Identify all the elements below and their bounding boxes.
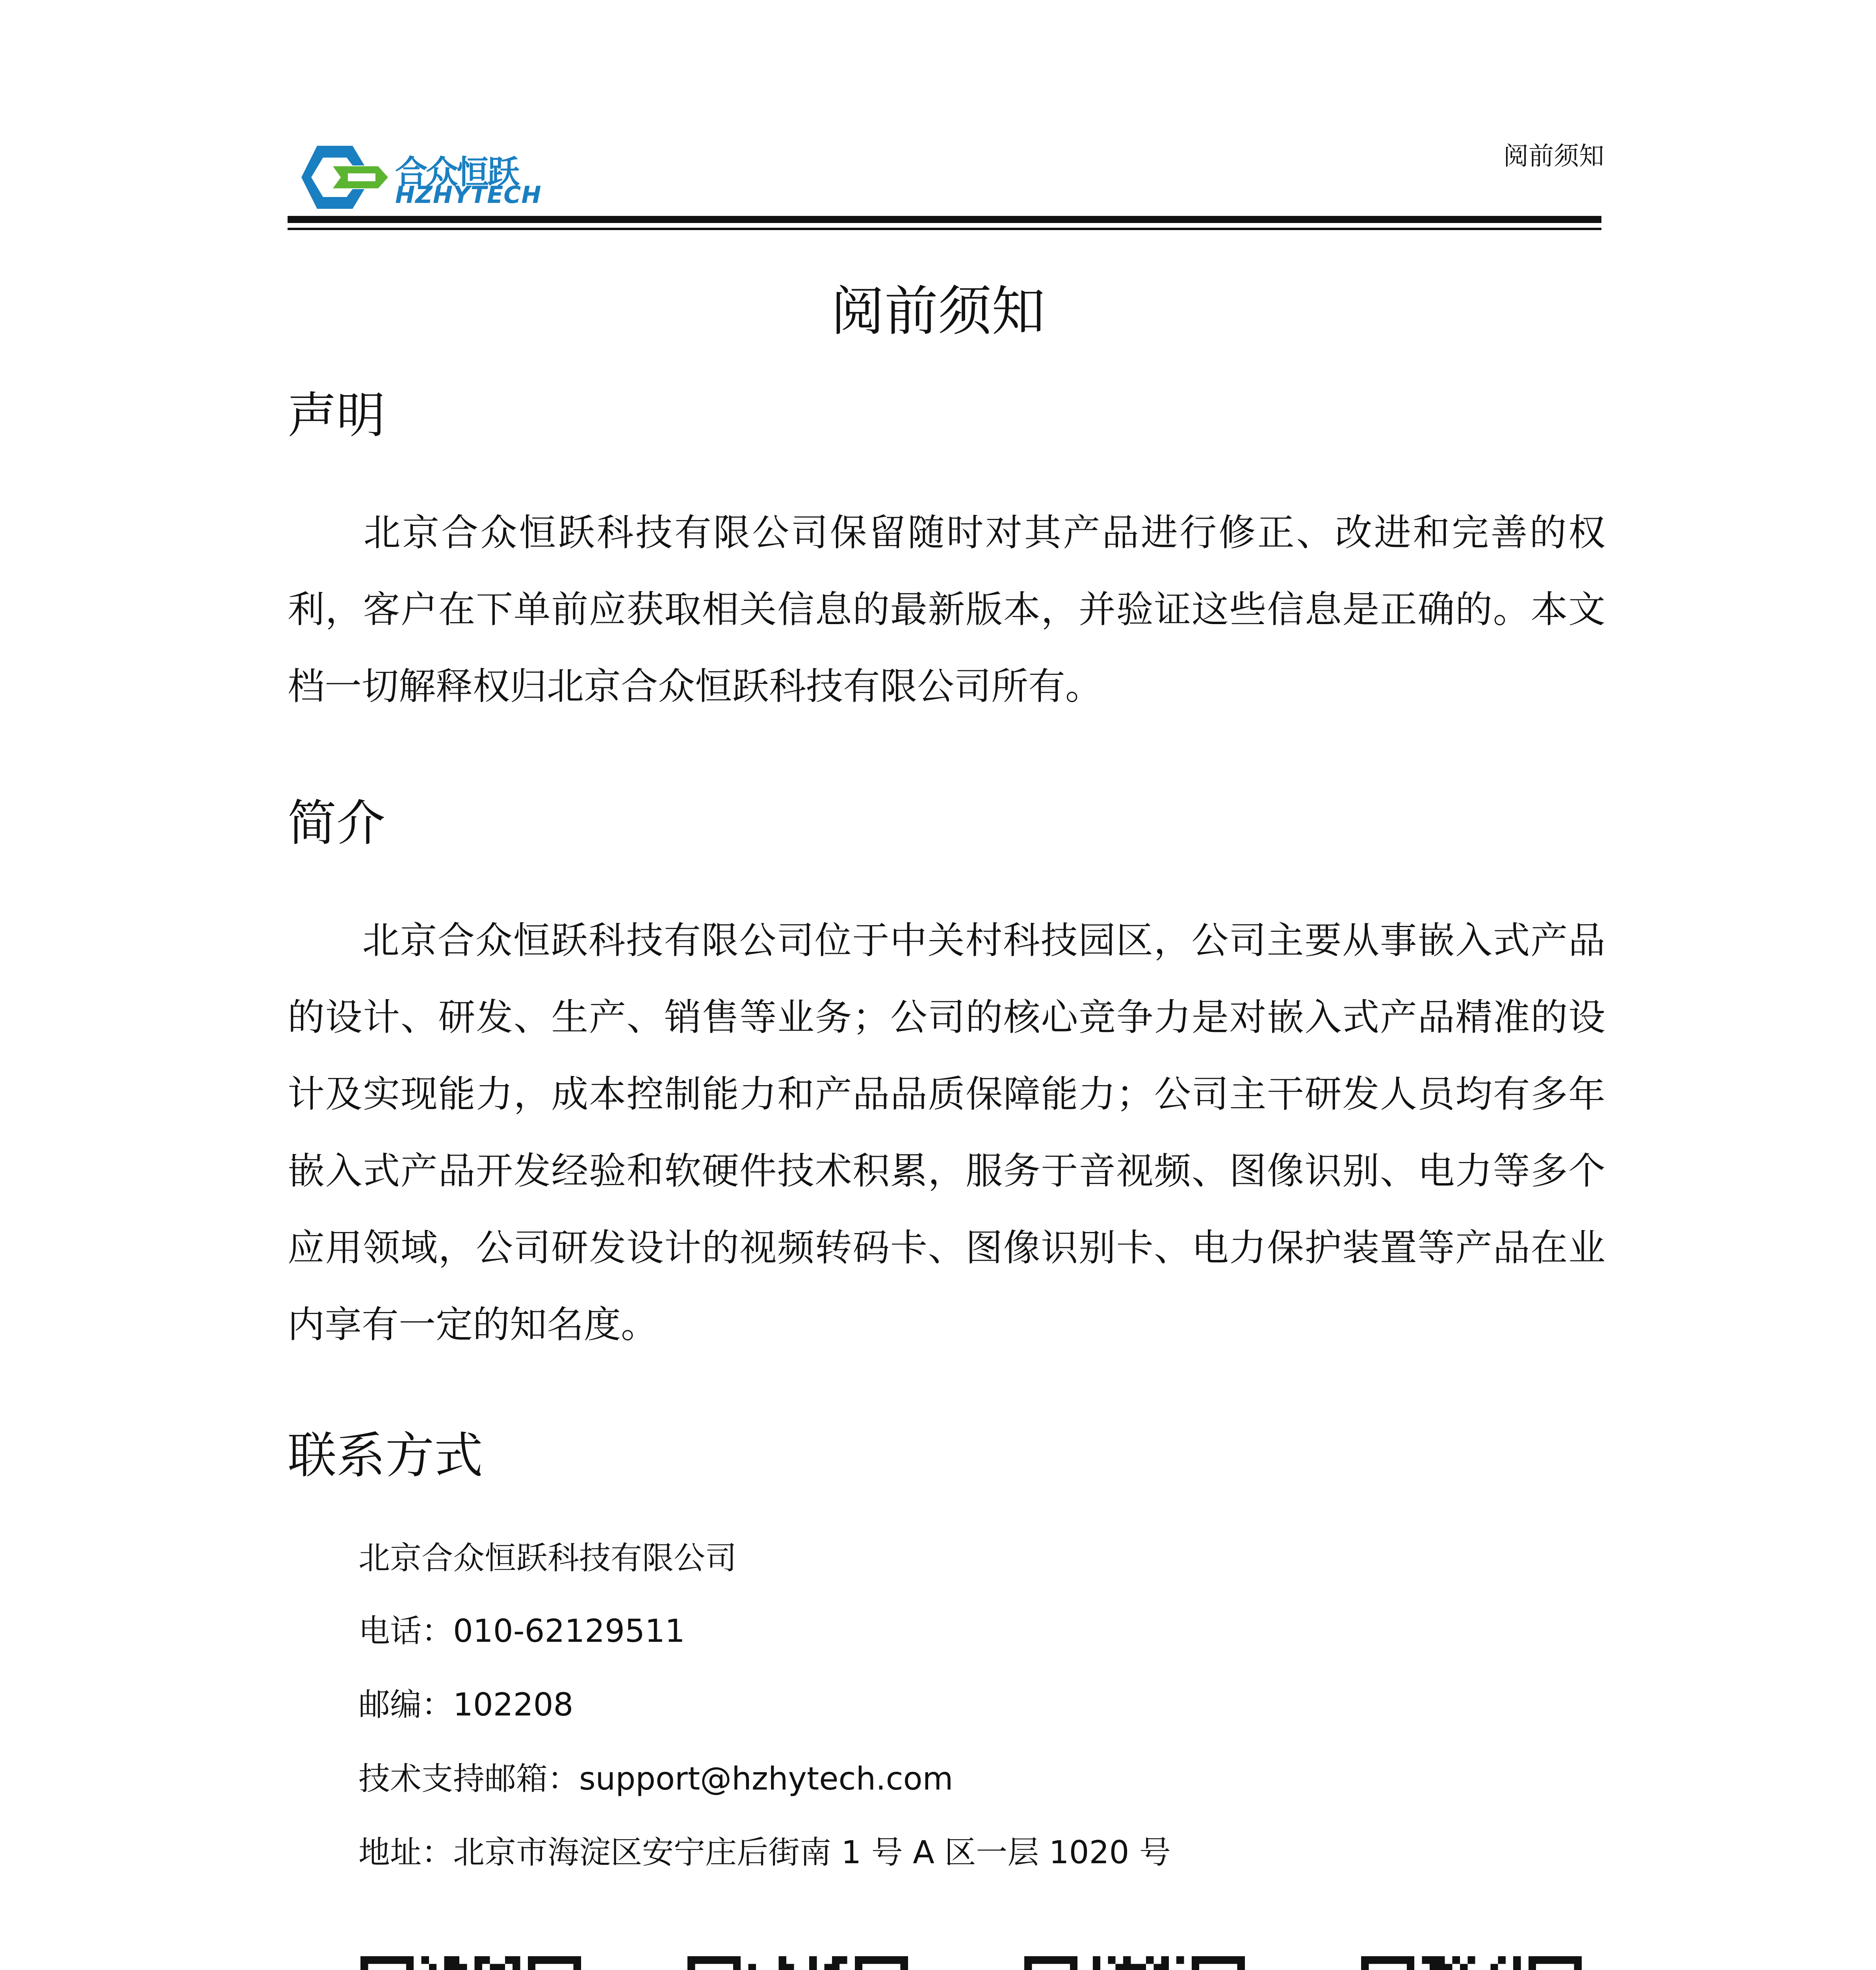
intro-line-6: 内享有一定的知名度。 [288,1303,658,1346]
intro-line-2: 的设计、研发、生产、销售等业务；公司的核心竞争力是对嵌入式产品精准的设 [288,996,1605,1039]
statement-heading: 声明 [288,387,386,444]
statement-paragraph [288,494,1605,725]
statement-line-1: 北京合众恒跃科技有限公司保留随时对其产品进行修正、改进和完善的权利， [288,511,1605,631]
contact-heading: 联系方式 [288,1427,483,1484]
statement-line-3: 切解释权归北京合众恒跃科技有限公司所有。 [362,665,1103,708]
hzhytech-logo-icon [293,142,388,213]
statement-line-2: 客户在下单前应获取相关信息的最新版本，并验证这些信息是正确的。本文档一 [288,588,1605,708]
intro-line-4: 嵌入式产品开发经验和软硬件技术积累，服务于音视频、图像识别、电力等多个 [288,1150,1605,1193]
intro-heading: 简介 [288,795,386,852]
page-title: 阅前须知 [831,281,1045,343]
contact-company: 北京合众恒跃科技有限公司 [358,1540,737,1576]
company-logo [293,142,546,213]
qr-code-wechat-official [360,1956,581,1970]
contact-postcode: 邮编：102208 [358,1686,574,1723]
qr-code-ai-store [1361,1956,1582,1970]
logo-cn-text: 合众恒跃 [395,154,518,191]
intro-line-3: 计及实现能力，成本控制能力和产品品质保障能力；公司主干研发人员均有多年 [288,1073,1605,1116]
intro-paragraph [288,902,1605,1363]
qr-code-embedded-store [1024,1956,1245,1970]
logo-en-text: HZHYTECH [395,181,542,209]
qr-code-wechat-work [687,1956,908,1970]
header-rule-thick [288,216,1601,223]
header-rule-thin [288,228,1601,230]
intro-line-5: 应用领域，公司研发设计的视频转码卡、图像识别卡、电力保护装置等产品在业 [288,1227,1605,1269]
contact-address: 地址：北京市海淀区安宁庄后街南 1 号 A 区一层 1020 号 [358,1834,1171,1871]
contact-email[interactable]: 技术支持邮箱：support@hzhytech.com [358,1760,953,1797]
intro-line-1: 北京合众恒跃科技有限公司位于中关村科技园区，公司主要从事嵌入式产品 [362,919,1605,962]
contact-phone: 电话：010-62129511 [358,1613,685,1649]
header-section-title: 阅前须知 [1503,142,1604,171]
